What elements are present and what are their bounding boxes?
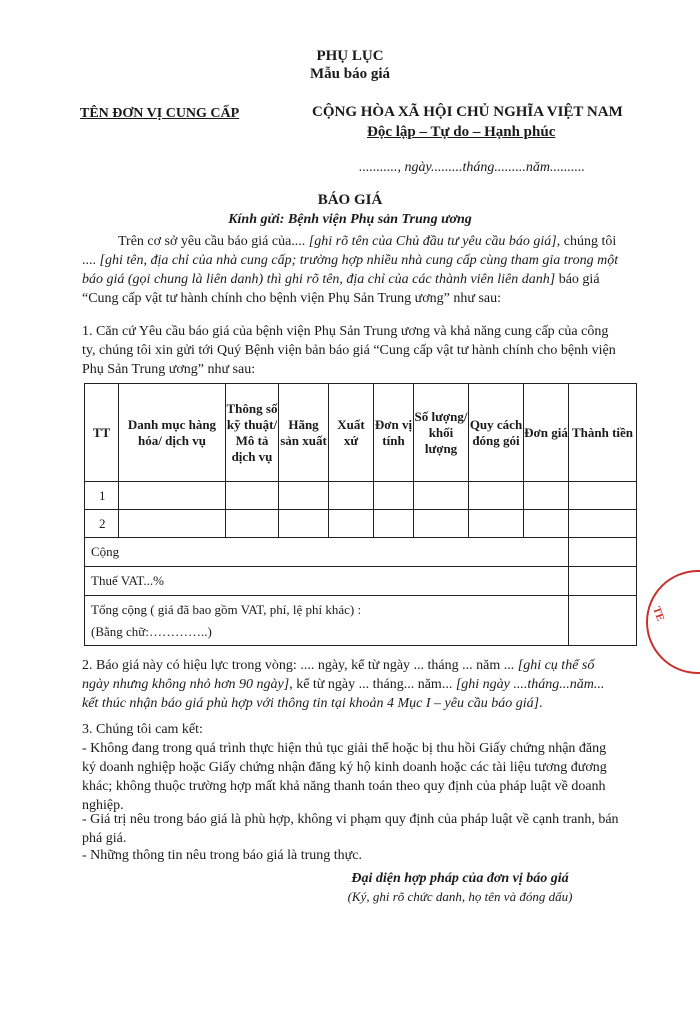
commitment-2: - Giá trị nêu trong báo giá là phù hợp, không vi phạm quy định của pháp luật về cạnh tranh, bán phá giá. — [82, 812, 619, 846]
cell — [524, 482, 569, 510]
republic-heading: CỘNG HÒA XÃ HỘI CHỦ NGHĨA VIỆT NAM — [312, 104, 623, 120]
cell — [119, 510, 226, 538]
quotation-table — [84, 383, 637, 646]
vat-row — [85, 567, 637, 596]
total-label: Tổng cộng ( giá đã bao gồm VAT, phí, lệ phí khác) : — [91, 601, 362, 617]
table-row — [85, 510, 637, 538]
total-value — [569, 596, 637, 646]
cell — [524, 510, 569, 538]
col-header-quantity: Số lượng/ khối lượng — [414, 384, 469, 482]
col-header-item: Danh mục hàng hóa/ dịch vụ — [119, 384, 226, 482]
vat-value — [569, 567, 637, 596]
subtotal-label: Cộng — [85, 538, 569, 567]
validity-text-1: 2. Báo giá này có hiệu lực trong vòng: .... ngày, kể từ ngày ... tháng ... năm ... — [82, 658, 518, 673]
amount-in-words: (Bằng chữ:…………..) — [91, 623, 212, 639]
cell — [374, 482, 414, 510]
section-2 — [82, 656, 622, 713]
table-row — [85, 482, 637, 510]
col-header-unit-price: Đơn giá — [524, 384, 569, 482]
col-header-amount: Thành tiền — [569, 384, 637, 482]
cell — [414, 482, 469, 510]
subtotal-value — [569, 538, 637, 567]
supplier-label: TÊN ĐƠN VỊ CUNG CẤP — [80, 106, 240, 121]
cell — [279, 482, 329, 510]
validity-end: . — [539, 696, 543, 711]
cell — [226, 510, 279, 538]
intro-paragraph — [82, 232, 622, 308]
table-header-row — [85, 384, 637, 482]
section-1: 1. Căn cứ Yêu cầu báo giá của bệnh viện Phụ Sản Trung ương và khả năng cung cấp của công ty, chúng tôi xin gửi tới Quý Bệnh viện bản báo giá “Cung cấp vật tư hành chính cho bệnh viện Phụ Sản Trung ương” như sau: — [82, 324, 616, 377]
validity-note-2: [ghi ngày ....tháng...năm... kết thúc nhận báo giá phù hợp với thông tin tại khoản 4 Mục I – yêu cầu báo giá] — [82, 677, 605, 711]
col-header-unit: Đơn vị tính — [374, 384, 414, 482]
intro-text-3: báo giá “Cung cấp vật tư hành chính cho bệnh viện Phụ Sản Trung ương” như sau: — [82, 272, 600, 306]
cell — [469, 510, 524, 538]
vat-label: Thuế VAT...% — [85, 567, 569, 596]
intro-note-2: [ghi tên, địa chỉ của nhà cung cấp; trường hợp nhiều nhà cung cấp cùng tham gia trong một báo giá (gọi chung là liên danh) thì ghi rõ tên, địa chỉ của các thành viên liên danh] — [82, 253, 619, 287]
cell — [569, 482, 637, 510]
appendix-title: PHỤ LỤC — [316, 48, 384, 64]
col-header-specs: Thông số kỹ thuật/ Mô tả dịch vụ — [226, 384, 279, 482]
row-number: 2 — [85, 510, 119, 538]
total-row — [85, 596, 637, 646]
commitment-3: - Những thông tin nêu trong báo giá là trung thực. — [82, 848, 362, 863]
cell — [329, 482, 374, 510]
cell — [119, 482, 226, 510]
validity-text-2: , kể từ ngày ... tháng... năm... — [289, 677, 456, 692]
signature-note: (Ký, ghi rõ chức danh, họ tên và đóng dấu) — [347, 889, 573, 904]
cell — [414, 510, 469, 538]
col-header-tt: TT — [85, 384, 119, 482]
validity-note-1: [ghi cụ thể số ngày nhưng không nhỏ hơn 90 ngày] — [82, 658, 595, 692]
col-header-origin: Xuất xứ — [329, 384, 374, 482]
section-3-heading: 3. Chúng tôi cam kết: — [82, 722, 203, 737]
intro-text-2: chúng tôi .... — [82, 234, 617, 268]
row-number: 1 — [85, 482, 119, 510]
stamp-text: TE — [650, 605, 667, 623]
col-header-packaging: Quy cách đóng gói — [469, 384, 524, 482]
subtotal-row — [85, 538, 637, 567]
cell — [469, 482, 524, 510]
recipient: Kính gửi: Bệnh viện Phụ sản Trung ương — [228, 212, 472, 227]
cell — [374, 510, 414, 538]
date-line: ..........., ngày.........tháng.........năm.......... — [359, 160, 585, 175]
cell — [279, 510, 329, 538]
total-cell — [85, 596, 569, 646]
motto: Độc lập – Tự do – Hạnh phúc — [367, 124, 556, 140]
cell — [569, 510, 637, 538]
form-name: Mẫu báo giá — [309, 66, 390, 82]
intro-note-1: [ghi rõ tên của Chủ đầu tư yêu cầu báo giá], — [308, 234, 561, 249]
document-title: BÁO GIÁ — [317, 192, 383, 208]
cell — [329, 510, 374, 538]
cell — [226, 482, 279, 510]
intro-text-1: Trên cơ sở yêu cầu báo giá của.... — [118, 234, 309, 249]
signature-title: Đại diện hợp pháp của đơn vị báo giá — [351, 871, 569, 886]
col-header-manufacturer: Hãng sản xuất — [279, 384, 329, 482]
commitment-1: - Không đang trong quá trình thực hiện thủ tục giải thể hoặc bị thu hồi Giấy chứng nhận đăng ký doanh nghiệp hoặc Giấy chứng nhận đăng ký hộ kinh doanh hoặc các tài liệu tương đương khác; không thuộc trường hợp mất khả năng thanh toán theo quy định của pháp luật về doanh nghiệp. — [82, 741, 607, 813]
